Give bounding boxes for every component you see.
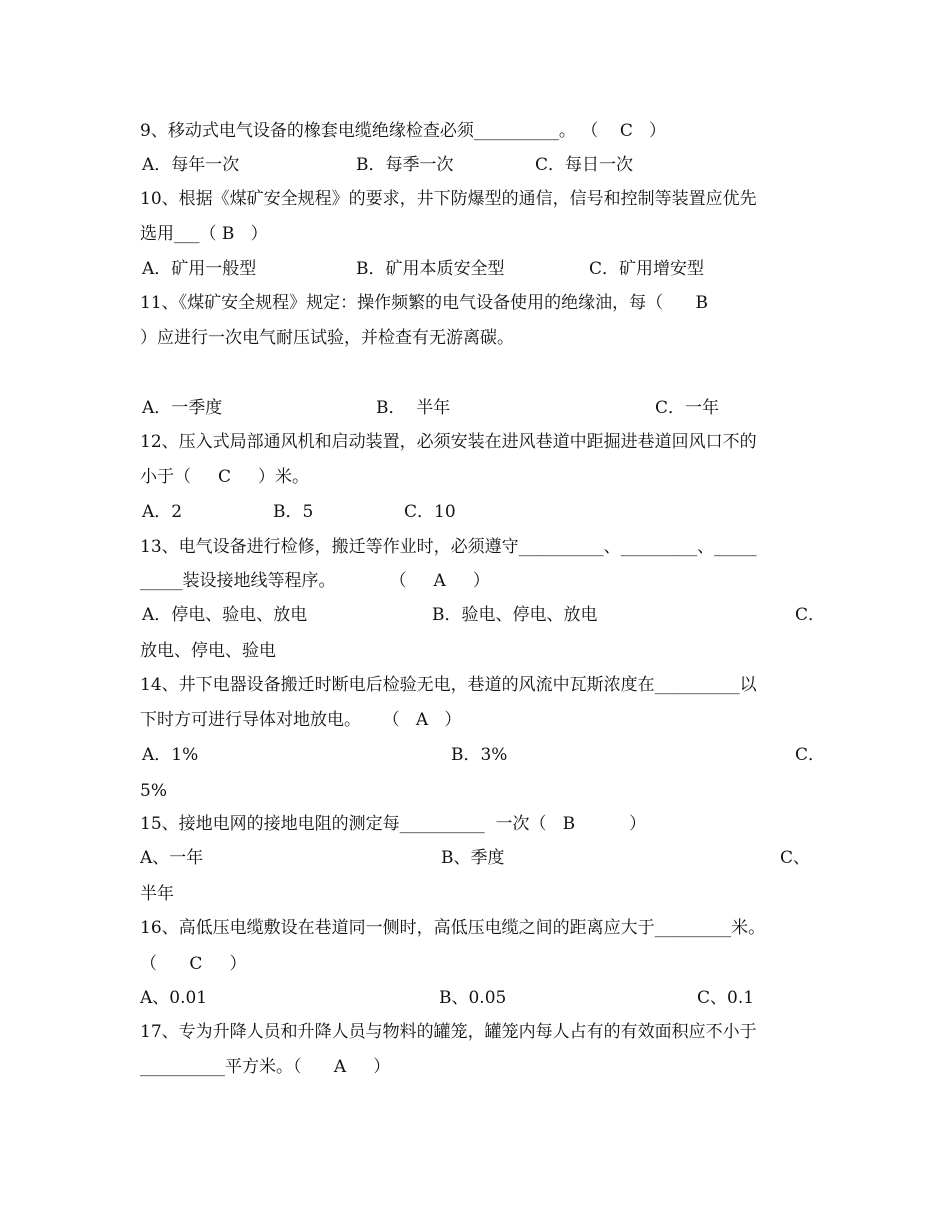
question-10-option-b: B．矿用本质安全型 — [356, 259, 505, 279]
question-11-option-c: C．一年 — [655, 398, 720, 418]
question-16-stem-line-2: （ C ） — [140, 954, 247, 974]
question-16-option-c: C、0.1 — [697, 988, 755, 1008]
question-14-stem-line-1: 14、井下电器设备搬迁时断电后检验无电，巷道的风流中瓦斯浓度在__________以 — [140, 675, 757, 695]
question-15-option-a: A、一年 — [140, 848, 204, 868]
question-10-option-c: C．矿用增安型 — [589, 259, 705, 279]
question-17-stem-line-1: 17、专为升降人员和升降人员与物料的罐笼，罐笼内每人占有的有效面积应不小于 — [140, 1022, 757, 1042]
question-9-option-b: B．每季一次 — [356, 155, 454, 175]
question-13-option-c-text: 放电、停电、验电 — [140, 641, 276, 661]
question-15-option-c-marker: C、 — [780, 848, 811, 868]
question-11-stem-line-1: 11、《煤矿安全规程》规定：操作频繁的电气设备使用的绝缘油，每（ B — [140, 293, 709, 313]
question-14-option-b: B．3% — [451, 745, 508, 765]
question-12-option-b: B．5 — [273, 502, 314, 522]
question-16-stem-line-1: 16、高低压电缆敷设在巷道同一侧时，高低压电缆之间的距离应大于_________米。 — [140, 918, 766, 938]
question-9-stem: 9、移动式电气设备的橡套电缆绝缘检查必须__________。 （ C ） — [140, 121, 667, 141]
question-11-option-b: B． 半年 — [376, 398, 451, 418]
question-9-option-a: A．每年一次 — [142, 155, 240, 175]
question-16-option-a: A、0.01 — [140, 988, 208, 1008]
question-10-stem-line-1: 10、根据《煤矿安全规程》的要求，井下防爆型的通信，信号和控制等装置应优先 — [140, 189, 757, 209]
question-12-option-a: A．2 — [142, 502, 183, 522]
question-10-option-a: A．矿用一般型 — [142, 259, 257, 279]
question-11-stem-line-2: ）应进行一次电气耐压试验，并检查有无游离碳。 — [140, 328, 514, 348]
question-10-stem-line-2: 选用___（ B ） — [140, 224, 268, 244]
question-12-stem-line-2: 小于（ C ）米。 — [140, 467, 310, 487]
question-13-option-a: A．停电、验电、放电 — [142, 605, 308, 625]
question-15-option-c-text: 半年 — [140, 884, 174, 904]
question-14-option-c-text: 5% — [140, 781, 167, 801]
question-9-option-c: C．每日一次 — [535, 155, 634, 175]
question-13-stem-line-2: _____装设接地线等程序。 （ A ） — [140, 571, 490, 591]
question-13-stem-line-1: 13、电气设备进行检修，搬迁等作业时，必须遵守__________、_________、_____ — [140, 537, 757, 557]
question-13-option-c-marker: C． — [795, 605, 826, 625]
question-14-option-c-marker: C． — [795, 745, 826, 765]
question-12-stem-line-1: 12、压入式局部通风机和启动装置，必须安装在进风巷道中距掘进巷道回风口不的 — [140, 432, 757, 452]
question-14-option-a: A．1% — [142, 745, 199, 765]
question-14-stem-line-2: 下时方可进行导体对地放电。 （ A ） — [140, 710, 462, 730]
question-17-stem-line-2: __________平方米。（ A ） — [140, 1057, 391, 1077]
question-11-option-a: A．一季度 — [142, 398, 223, 418]
question-15-stem: 15、接地电网的接地电阻的测定每__________ 一次（ B ） — [140, 814, 647, 834]
question-12-option-c: C．10 — [404, 502, 456, 522]
question-15-option-b: B、季度 — [441, 848, 505, 868]
question-13-option-b: B．验电、停电、放电 — [432, 605, 598, 625]
question-16-option-b: B、0.05 — [439, 988, 507, 1008]
